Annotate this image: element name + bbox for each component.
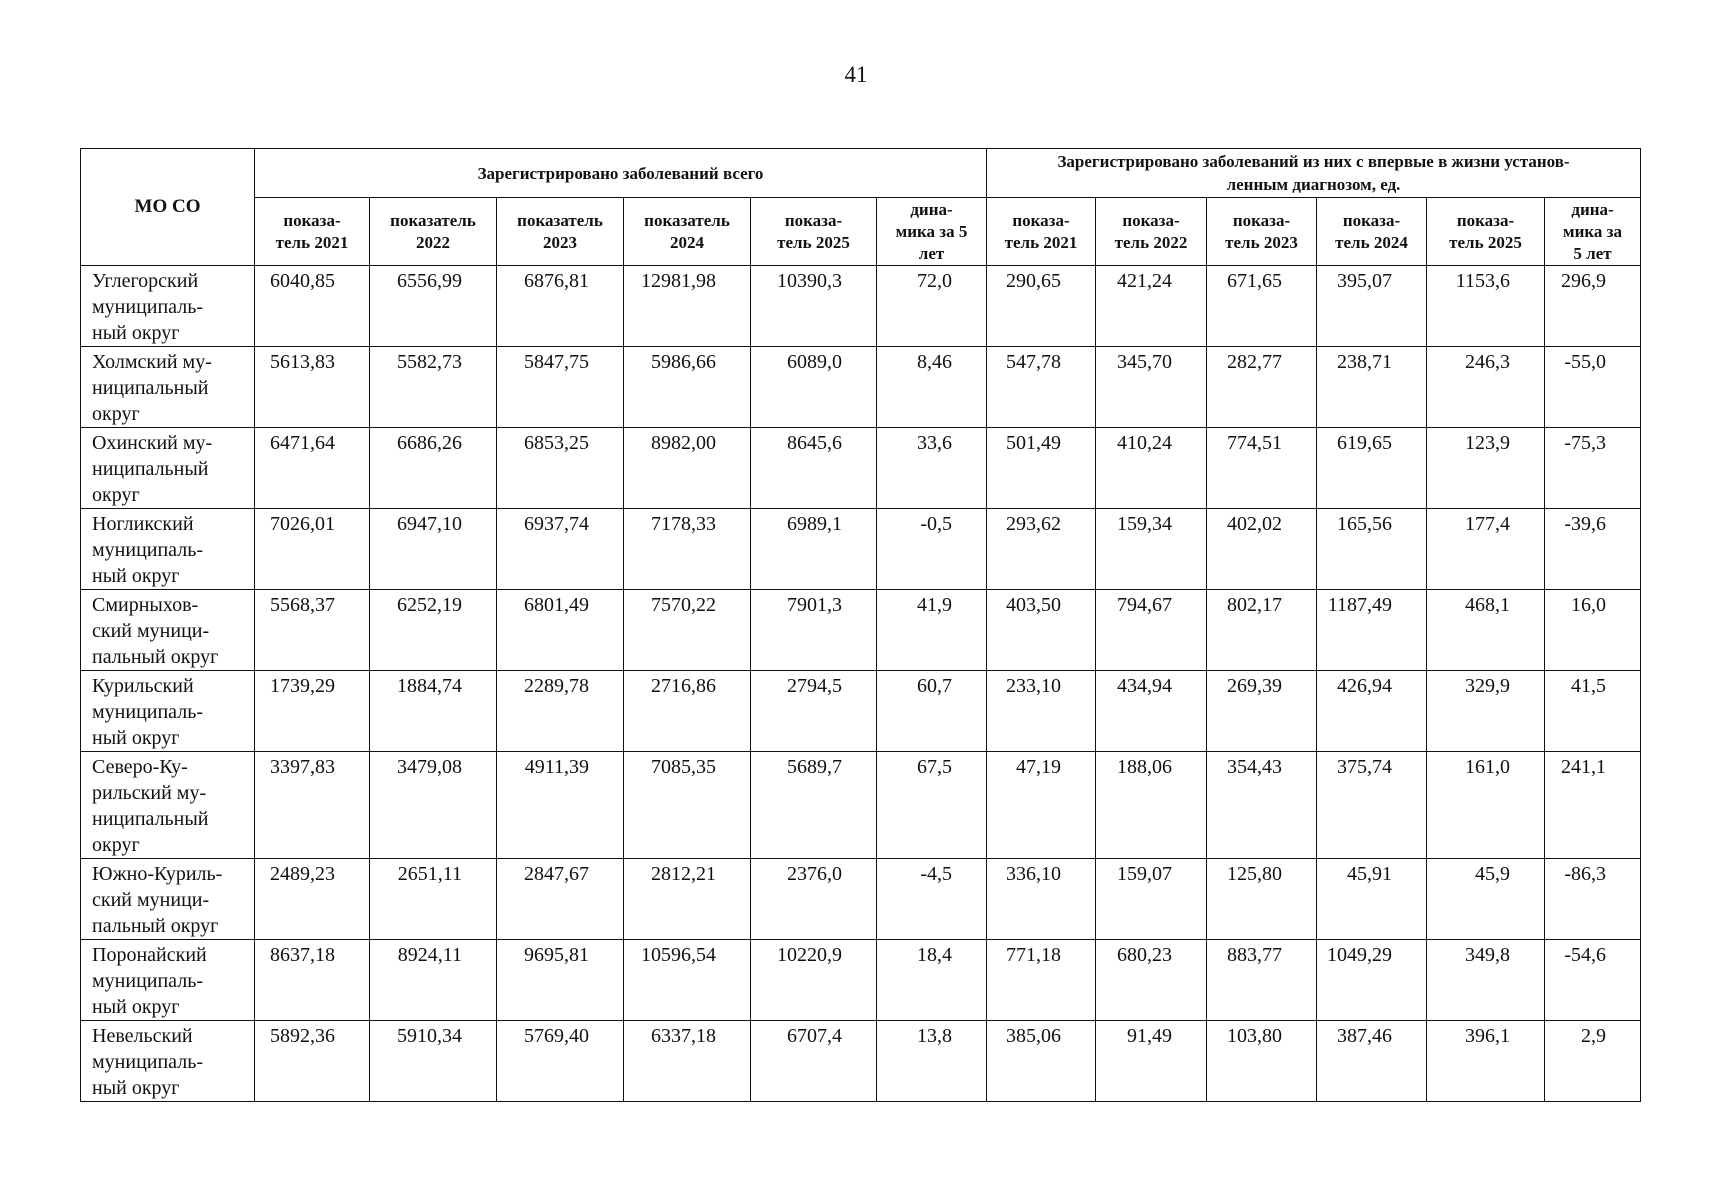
value-cell: 5910,34 [370, 1021, 497, 1102]
value-cell: 290,65 [987, 266, 1096, 347]
value-cell: -0,5 [877, 509, 987, 590]
value-cell: 6556,99 [370, 266, 497, 347]
district-name: Ногликский муниципаль- ный округ [81, 509, 255, 590]
value-cell: 6989,1 [751, 509, 877, 590]
value-cell: 501,49 [987, 428, 1096, 509]
value-cell: 6937,74 [497, 509, 624, 590]
morbidity-table [80, 148, 1641, 1102]
value-cell: 680,23 [1096, 940, 1207, 1021]
district-name: Углегорский муниципаль- ный округ [81, 266, 255, 347]
value-cell: 161,0 [1427, 752, 1545, 859]
column-header-first-5: показа- тель 2025 [1427, 198, 1545, 266]
district-name: Северо-Ку- рильский му- ниципальный округ [81, 752, 255, 859]
value-cell: 6853,25 [497, 428, 624, 509]
table-row [81, 509, 1641, 590]
value-cell: 16,0 [1545, 590, 1641, 671]
table-row [81, 859, 1641, 940]
value-cell: -4,5 [877, 859, 987, 940]
value-cell: 6707,4 [751, 1021, 877, 1102]
value-cell: 5892,36 [255, 1021, 370, 1102]
header-mo: МО СО [81, 149, 255, 266]
header-group-first-line2: ленным диагнозом, ед. [1226, 175, 1401, 194]
value-cell: 159,34 [1096, 509, 1207, 590]
value-cell: 165,56 [1317, 509, 1427, 590]
header-group-total: Зарегистрировано заболеваний всего [255, 149, 987, 198]
header-row-columns [81, 198, 1641, 266]
value-cell: 12981,98 [624, 266, 751, 347]
value-cell: 6947,10 [370, 509, 497, 590]
value-cell: 45,91 [1317, 859, 1427, 940]
header-row-groups [81, 149, 1641, 198]
column-header-first-2: показа- тель 2022 [1096, 198, 1207, 266]
value-cell: 8924,11 [370, 940, 497, 1021]
value-cell: 387,46 [1317, 1021, 1427, 1102]
value-cell: 8982,00 [624, 428, 751, 509]
value-cell: 396,1 [1427, 1021, 1545, 1102]
value-cell: 794,67 [1096, 590, 1207, 671]
value-cell: 238,71 [1317, 347, 1427, 428]
header-group-first-line1: Зарегистрировано заболеваний из них с впервые в жизни установ- [1057, 152, 1570, 171]
value-cell: 10596,54 [624, 940, 751, 1021]
value-cell: 3479,08 [370, 752, 497, 859]
value-cell: 7570,22 [624, 590, 751, 671]
table-row [81, 752, 1641, 859]
value-cell: -55,0 [1545, 347, 1641, 428]
value-cell: 282,77 [1207, 347, 1317, 428]
value-cell: 403,50 [987, 590, 1096, 671]
district-name: Курильский муниципаль- ный округ [81, 671, 255, 752]
value-cell: 33,6 [877, 428, 987, 509]
value-cell: 60,7 [877, 671, 987, 752]
value-cell: 6876,81 [497, 266, 624, 347]
value-cell: 6252,19 [370, 590, 497, 671]
value-cell: 125,80 [1207, 859, 1317, 940]
value-cell: 41,9 [877, 590, 987, 671]
value-cell: 385,06 [987, 1021, 1096, 1102]
value-cell: 2847,67 [497, 859, 624, 940]
value-cell: 7901,3 [751, 590, 877, 671]
column-header-first-3: показа- тель 2023 [1207, 198, 1317, 266]
district-name: Южно-Куриль- ский муници- пальный округ [81, 859, 255, 940]
value-cell: 5582,73 [370, 347, 497, 428]
value-cell: 5847,75 [497, 347, 624, 428]
value-cell: 2376,0 [751, 859, 877, 940]
table-row [81, 671, 1641, 752]
value-cell: 18,4 [877, 940, 987, 1021]
column-header-first-1: показа- тель 2021 [987, 198, 1096, 266]
value-cell: 45,9 [1427, 859, 1545, 940]
value-cell: 4911,39 [497, 752, 624, 859]
value-cell: 7085,35 [624, 752, 751, 859]
column-header-total-5: показа- тель 2025 [751, 198, 877, 266]
value-cell: 8,46 [877, 347, 987, 428]
value-cell: 177,4 [1427, 509, 1545, 590]
column-header-total-1: показа- тель 2021 [255, 198, 370, 266]
column-header-total-3: показатель 2023 [497, 198, 624, 266]
district-name: Охинский му- ниципальный округ [81, 428, 255, 509]
value-cell: 2812,21 [624, 859, 751, 940]
value-cell: -54,6 [1545, 940, 1641, 1021]
value-cell: 1049,29 [1317, 940, 1427, 1021]
value-cell: 426,94 [1317, 671, 1427, 752]
value-cell: 395,07 [1317, 266, 1427, 347]
column-header-total-4: показатель 2024 [624, 198, 751, 266]
value-cell: 6089,0 [751, 347, 877, 428]
value-cell: 3397,83 [255, 752, 370, 859]
value-cell: 354,43 [1207, 752, 1317, 859]
district-name: Смирныхов- ский муници- пальный округ [81, 590, 255, 671]
table-row [81, 266, 1641, 347]
value-cell: 329,9 [1427, 671, 1545, 752]
value-cell: 421,24 [1096, 266, 1207, 347]
value-cell: 47,19 [987, 752, 1096, 859]
value-cell: 7178,33 [624, 509, 751, 590]
value-cell: 883,77 [1207, 940, 1317, 1021]
header-group-first [987, 149, 1641, 198]
value-cell: 188,06 [1096, 752, 1207, 859]
value-cell: 6801,49 [497, 590, 624, 671]
value-cell: 402,02 [1207, 509, 1317, 590]
value-cell: 1187,49 [1317, 590, 1427, 671]
value-cell: 8645,6 [751, 428, 877, 509]
column-header-first-4: показа- тель 2024 [1317, 198, 1427, 266]
value-cell: 2716,86 [624, 671, 751, 752]
value-cell: 349,8 [1427, 940, 1545, 1021]
value-cell: 2651,11 [370, 859, 497, 940]
value-cell: 91,49 [1096, 1021, 1207, 1102]
value-cell: 269,39 [1207, 671, 1317, 752]
district-name: Поронайский муниципаль- ный округ [81, 940, 255, 1021]
value-cell: 293,62 [987, 509, 1096, 590]
value-cell: 6337,18 [624, 1021, 751, 1102]
value-cell: 9695,81 [497, 940, 624, 1021]
value-cell: 6686,26 [370, 428, 497, 509]
value-cell: 336,10 [987, 859, 1096, 940]
value-cell: 7026,01 [255, 509, 370, 590]
column-header-total-2: показатель 2022 [370, 198, 497, 266]
value-cell: 6471,64 [255, 428, 370, 509]
value-cell: 5986,66 [624, 347, 751, 428]
value-cell: 8637,18 [255, 940, 370, 1021]
value-cell: 41,5 [1545, 671, 1641, 752]
value-cell: 159,07 [1096, 859, 1207, 940]
value-cell: 5689,7 [751, 752, 877, 859]
value-cell: 802,17 [1207, 590, 1317, 671]
table-row [81, 347, 1641, 428]
value-cell: 619,65 [1317, 428, 1427, 509]
value-cell: 241,1 [1545, 752, 1641, 859]
value-cell: 246,3 [1427, 347, 1545, 428]
value-cell: 67,5 [877, 752, 987, 859]
value-cell: 296,9 [1545, 266, 1641, 347]
value-cell: 5613,83 [255, 347, 370, 428]
table-row [81, 1021, 1641, 1102]
value-cell: -39,6 [1545, 509, 1641, 590]
value-cell: 5568,37 [255, 590, 370, 671]
district-name: Невельский муниципаль- ный округ [81, 1021, 255, 1102]
table-row [81, 428, 1641, 509]
district-name: Холмский му- ниципальный округ [81, 347, 255, 428]
value-cell: 13,8 [877, 1021, 987, 1102]
table-row [81, 940, 1641, 1021]
value-cell: 2289,78 [497, 671, 624, 752]
value-cell: -75,3 [1545, 428, 1641, 509]
value-cell: 72,0 [877, 266, 987, 347]
value-cell: 468,1 [1427, 590, 1545, 671]
value-cell: 345,70 [1096, 347, 1207, 428]
value-cell: 2,9 [1545, 1021, 1641, 1102]
value-cell: 375,74 [1317, 752, 1427, 859]
value-cell: 103,80 [1207, 1021, 1317, 1102]
value-cell: 1153,6 [1427, 266, 1545, 347]
value-cell: -86,3 [1545, 859, 1641, 940]
value-cell: 774,51 [1207, 428, 1317, 509]
value-cell: 434,94 [1096, 671, 1207, 752]
column-header-first-6: дина- мика за 5 лет [1545, 198, 1641, 266]
value-cell: 671,65 [1207, 266, 1317, 347]
value-cell: 1739,29 [255, 671, 370, 752]
value-cell: 10390,3 [751, 266, 877, 347]
value-cell: 123,9 [1427, 428, 1545, 509]
value-cell: 410,24 [1096, 428, 1207, 509]
column-header-total-6: дина- мика за 5 лет [877, 198, 987, 266]
value-cell: 5769,40 [497, 1021, 624, 1102]
value-cell: 1884,74 [370, 671, 497, 752]
value-cell: 6040,85 [255, 266, 370, 347]
value-cell: 233,10 [987, 671, 1096, 752]
table-body [81, 266, 1641, 1102]
table-row [81, 590, 1641, 671]
page-number: 41 [844, 62, 868, 87]
value-cell: 771,18 [987, 940, 1096, 1021]
value-cell: 547,78 [987, 347, 1096, 428]
value-cell: 2794,5 [751, 671, 877, 752]
value-cell: 10220,9 [751, 940, 877, 1021]
value-cell: 2489,23 [255, 859, 370, 940]
